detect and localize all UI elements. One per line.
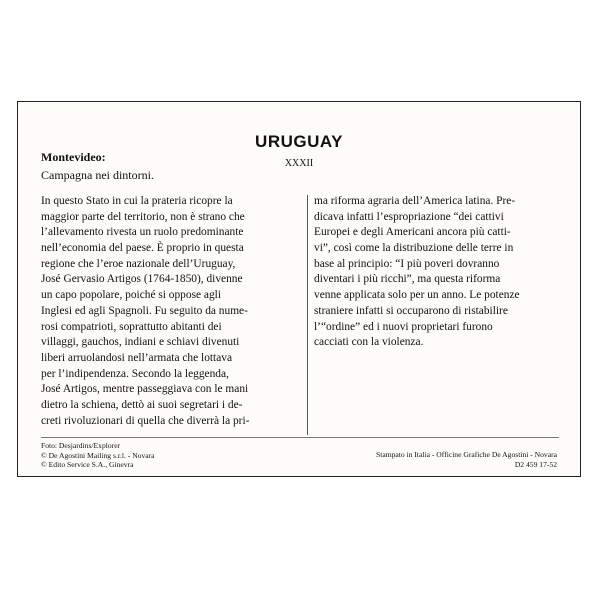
text-line: diventari i più ricchi”, ma questa riforma	[314, 273, 501, 286]
text-line: In questo Stato in cui la prateria ricopre la	[41, 195, 233, 207]
text-line: rosi compatrioti, soprattutto abitanti dei	[41, 320, 222, 333]
text-line: José Gervasio Artigos (1764-1850), divenne	[41, 273, 243, 286]
text-line: cacciati con la violenza.	[314, 336, 424, 349]
card-number: XXXII	[284, 158, 314, 169]
footer-divider	[41, 437, 559, 438]
text-line: liberi arruolandosi nell’armata che lottava	[41, 351, 233, 364]
text-line: creti rivoluzionari di quella che diverrà la pri-	[41, 414, 250, 427]
text-line: straniere infatti si occuparono di ristabilire	[314, 304, 508, 317]
text-line: venne applicata solo per un anno. Le potenze	[314, 289, 520, 302]
text-line: un capo popolare, poiché si oppose agli	[41, 289, 221, 302]
text-column-right	[314, 194, 559, 351]
text-line: José Artigos, mentre passeggiava con le mani	[41, 383, 249, 396]
card-code: D2 459 17-52	[514, 459, 557, 469]
text-line: vi”, così come la distribuzione delle terre in	[314, 242, 514, 255]
text-line: dietro la schiena, dettò ai suoi segretari i de-	[41, 398, 243, 411]
place-subtitle: Campagna nei dintorni.	[41, 168, 154, 182]
text-line: dicava infatti l’espropriazione “dei cattivi	[314, 210, 504, 223]
copyright-line: © Edito Service S.A., Ginevra	[41, 460, 134, 469]
printer-credit: Stampato in Italia - Officine Grafiche De Agostini - Novara	[376, 450, 557, 459]
text-line: per l’indipendenza. Secondo la leggenda,	[41, 367, 229, 380]
text-line: villaggi, gauchos, indiani e schiavi divenuti	[41, 336, 240, 349]
postcard-back	[17, 101, 581, 477]
text-line: regione che l’eroe nazionale dell’Uruguay,	[41, 257, 236, 270]
credits-left	[41, 441, 155, 470]
text-line: l’allevamento rivesta un ruolo predominante	[41, 226, 244, 239]
text-line: nell’economia del paese. È proprio in questa	[41, 242, 244, 255]
text-line: l’“ordine” ed i nuovi proprietari furono	[314, 320, 493, 333]
text-line: Inglesi ed agli Spagnoli. Fu seguito da nume-	[41, 304, 248, 317]
photo-credit: Foto: Desjardins/Explorer	[41, 441, 121, 450]
text-line: ma riforma agraria dell’America latina. Pre-	[314, 195, 516, 207]
text-column-left	[41, 194, 303, 429]
column-divider	[307, 195, 308, 435]
card-title: URUGUAY	[255, 132, 343, 151]
text-line: maggior parte del territorio, non è strano che	[41, 210, 245, 223]
credits-right	[376, 450, 557, 469]
place-name: Montevideo:	[41, 150, 106, 164]
text-line: Europei e degli Americani ancora più catti-	[314, 226, 511, 239]
copyright-line: © De Agostini Mailing s.r.l. - Novara	[41, 450, 155, 460]
text-line: base al principio: “I più poveri dovranno	[314, 257, 500, 270]
